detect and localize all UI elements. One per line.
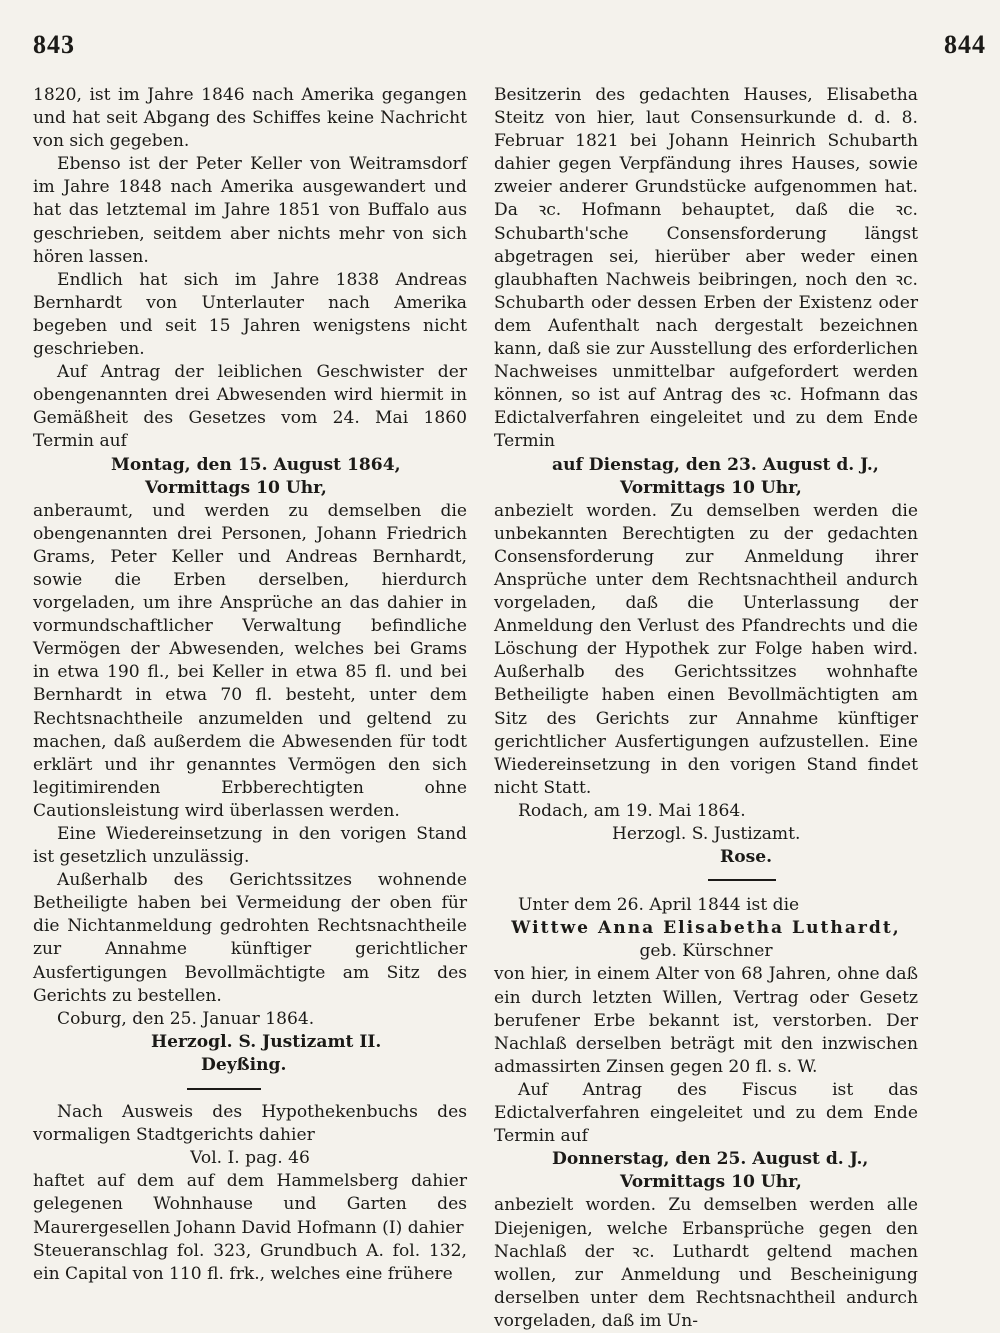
- paragraph: Unter dem 26. April 1844 ist die: [518, 895, 800, 916]
- signature: Rose.: [720, 847, 773, 868]
- right-column: [494, 84, 918, 1333]
- signature: Deyßing.: [201, 1054, 287, 1075]
- paragraph: Auf Antrag des Fiscus ist das Edictalverfahren eingeleitet und zu dem Ende Termin auf: [494, 1079, 918, 1147]
- paragraph: anbezielt worden. Zu demselben werden die unbekannten Berechtigten zu der gedachten Consensforderung zur Anmeldung ihrer Ansprüche unter dem Rechtsnachtheil andurch vorgeladen, daß die Unterlassung der Anmeldung den Verlust des Pfandrechts und die Löschung der Hypothek zur Folge haben wird. Außerhalb des Gerichtssitzes wohnhafte Betheiligte haben einen Bevollmächtigten am Sitz des Gerichts zur Annahme künftiger gerichtlicher Ausfertigungen aufzustellen. Eine Wiedereinsetzung in den vorigen Stand findet nicht Statt.: [494, 500, 918, 798]
- issuing-office: Herzogl. S. Justizamt.: [612, 824, 801, 844]
- paragraph: Eine Wiedereinsetzung in den vorigen Stand ist gesetzlich unzulässig.: [33, 824, 467, 868]
- volume-reference: Vol. I. pag. 46: [190, 1148, 310, 1169]
- paragraph: Auf Antrag der leiblichen Geschwister der obengenannten drei Abwesenden wird hiermit in Gemäßheit des Gesetzes vom 24. Mai 1860 Termin auf: [33, 362, 467, 452]
- hearing-date: auf Dienstag, den 23. August d. J.,: [552, 454, 879, 475]
- paragraph: haftet auf dem auf dem Hammelsberg dahier gelegenen Wohnhause und Garten des Maurergesellen Johann David Hofmann (I) dahier: [33, 1171, 467, 1238]
- page-number-left: 843: [33, 30, 75, 59]
- paragraph: anberaumt, und werden zu demselben die obengenannten drei Personen, Johann Friedrich Grams, Peter Keller und Andreas Bernhardt, sowie die Erben derselben, hierdurch vorgeladen, um ihre Ansprüche an das dahier in vormundschaftlicher Verwaltung befindliche Vermögen der Abwesenden, welches bei Grams in etwa 190 fl., bei Keller in etwa 85 fl. und bei Bernhardt in etwa 70 fl. besteht, unter dem Rechtsnachtheile anzumelden und geltend zu machen, daß außerdem die Abwesenden für todt erklärt und ihr genanntes Vermögen den sich legitimirenden Erbberechtigten ohne Cautionsleistung wird überlassen werden.: [33, 500, 467, 821]
- paragraph: 1820, ist im Jahre 1846 nach Amerika gegangen und hat seit Abgang des Schiffes keine Nachricht von sich gegeben.: [33, 85, 467, 152]
- section-divider: [708, 879, 776, 881]
- left-column: [33, 84, 467, 1286]
- paragraph: Ebenso ist der Peter Keller von Weitramsdorf im Jahre 1848 nach Amerika ausgewandert und hat das letztemal im Jahre 1851 von Buffalo aus geschrieben, seitdem aber nichts mehr von sich hören lassen.: [33, 154, 467, 267]
- section-divider: [187, 1088, 261, 1090]
- place-date: Rodach, am 19. Mai 1864.: [518, 800, 746, 821]
- hearing-time: Vormittags 10 Uhr,: [620, 477, 802, 498]
- paragraph: von hier, in einem Alter von 68 Jahren, ohne daß ein durch letzten Willen, Vertrag oder Gesetz berufener Erbe bekannt ist, verstorben. Der Nachlaß derselben beträgt mit den inzwischen admassirten Zinsen gegen 20 fl. s. W.: [494, 964, 918, 1077]
- paragraph: anbezielt worden. Zu demselben werden alle Diejenigen, welche Erbansprüche gegen den Nachlaß der ꝛc. Luthardt geltend machen wollen, zur Anmeldung und Bescheinigung derselben unter dem Rechtsnachtheil andurch vorgeladen, daß im Un-: [494, 1195, 918, 1331]
- issuing-office: Herzogl. S. Justizamt II.: [151, 1031, 382, 1052]
- deceased-name: Wittwe Anna Elisabetha Luthardt,: [511, 918, 901, 939]
- paragraph: Endlich hat sich im Jahre 1838 Andreas Bernhardt von Unterlauter nach Amerika begeben und seit 15 Jahren wenigstens nicht geschrieben.: [33, 269, 467, 360]
- paragraph: Steueranschlag fol. 323, Grundbuch A. fol. 132, ein Capital von 110 fl. frk., welches eine frühere: [33, 1240, 467, 1284]
- hearing-date: Montag, den 15. August 1864,: [111, 454, 401, 475]
- page-number-right: 844: [944, 30, 986, 59]
- hearing-time: Vormittags 10 Uhr,: [620, 1172, 802, 1193]
- hearing-date: Donnerstag, den 25. August d. J.,: [552, 1149, 869, 1170]
- paragraph: Außerhalb des Gerichtssitzes wohnende Betheiligte haben bei Vermeidung der oben für die Nichtanmeldung gedrohten Rechtsnachtheile zur Annahme künftiger gerichtlicher Ausfertigungen Bevollmächtigte am Sitz des Gerichts zu bestellen.: [33, 870, 467, 1006]
- hearing-time: Vormittags 10 Uhr,: [145, 477, 327, 498]
- place-date: Coburg, den 25. Januar 1864.: [57, 1008, 315, 1029]
- paragraph: Besitzerin des gedachten Hauses, Elisabetha Steitz von hier, laut Consensurkunde d. d. 8. Februar 1821 bei Johann Heinrich Schubarth dahier gegen Verpfändung ihres Hauses, sowie zweier anderer Grundstücke aufgenommen hat. Da ꝛc. Hofmann behauptet, daß die ꝛc. Schubarth'sche Consensforderung längst abgetragen sei, hierüber aber weder einen glaubhaften Nachweis beibringen, noch den ꝛc. Schubarth oder dessen Erben der Existenz oder dem Aufenthalt nach dergestalt bezeichnen kann, daß sie zur Ausstellung des erforderlichen Nachweises unmittelbar aufgefordert werden können, so ist auf Antrag des ꝛc. Hofmann das Edictalverfahren eingeleitet und zu dem Ende Termin: [494, 85, 918, 452]
- birth-name: geb. Kürschner: [639, 941, 773, 962]
- paragraph: Nach Ausweis des Hypothekenbuchs des vormaligen Stadtgerichts dahier: [33, 1102, 467, 1146]
